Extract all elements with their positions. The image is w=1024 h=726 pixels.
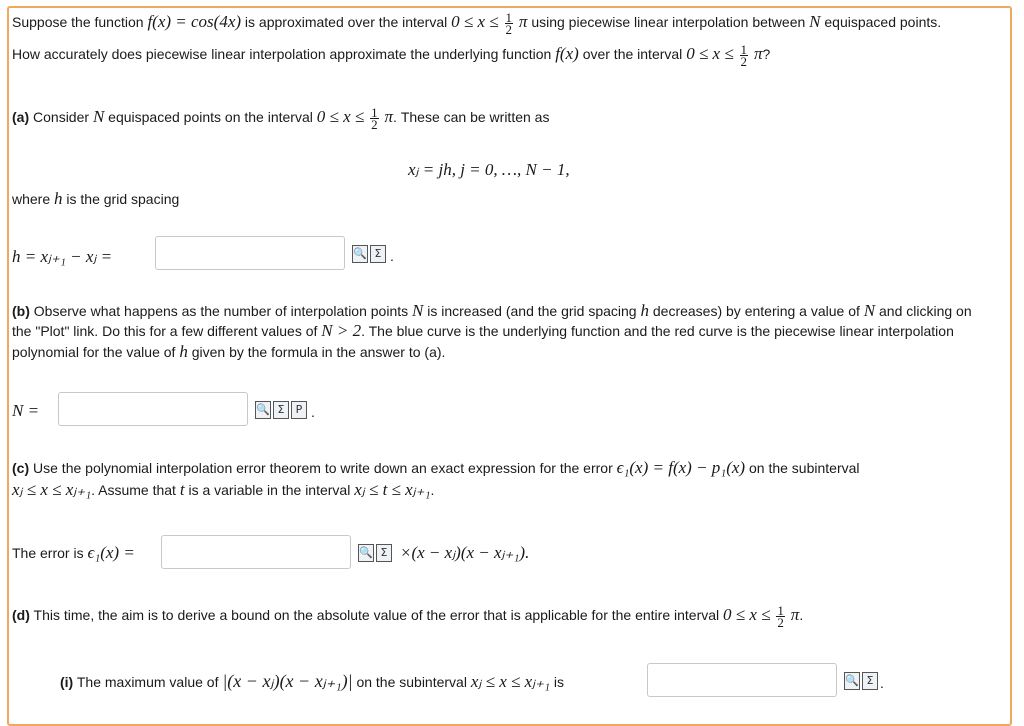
error-answer-input[interactable] xyxy=(161,535,351,569)
h-formula-label: h = xⱼ₊₁ − xⱼ = xyxy=(12,247,113,266)
part-d-i-text: (i) The maximum value of |(x − xⱼ)(x − xⱼ₊₁)| on the subinterval xⱼ ≤ x ≤ xⱼ₊₁ is xyxy=(60,671,564,691)
preview-icon[interactable]: 🔍 xyxy=(358,544,374,562)
sigma-icon[interactable]: Σ xyxy=(376,544,392,562)
plot-icon[interactable]: P xyxy=(291,401,307,419)
intro-line-2: How accurately does piecewise linear interpolation approximate the underlying function f(x) over the interval 0 ≤ x ≤ $\frac{1}{2}$ π? xyxy=(12,42,771,69)
part-d-text: (d) This time, the aim is to derive a bound on the absolute value of the error that is applicable for the entire interval 0 ≤ x ≤ $\frac{1}{2}$ π. xyxy=(12,603,804,630)
n-label: N = xyxy=(12,401,40,420)
where-text: where h is the grid spacing xyxy=(12,189,180,208)
h-answer-input[interactable] xyxy=(155,236,345,270)
intro-line-1: Suppose the function f(x) = cos(4x) is approximated over the interval 0 ≤ x ≤ $\frac{1}{2}$ π using piecewise linear interpolation between N equispaced points. xyxy=(12,10,942,37)
preview-icon[interactable]: 🔍 xyxy=(255,401,271,419)
preview-icon[interactable]: 🔍 xyxy=(844,672,860,690)
sigma-icon[interactable]: Σ xyxy=(273,401,289,419)
max-value-input[interactable] xyxy=(647,663,837,697)
n-answer-input[interactable] xyxy=(58,392,248,426)
part-c-line-2: xⱼ ≤ x ≤ xⱼ₊₁. Assume that t is a variable in the interval xⱼ ≤ t ≤ xⱼ₊₁. xyxy=(12,480,435,499)
part-b-line-1: (b) Observe what happens as the number of interpolation points N is increased (and the grid spacing h decreases) by entering a value of N and clicking on xyxy=(12,301,972,320)
sigma-icon[interactable]: Σ xyxy=(370,245,386,263)
preview-icon[interactable]: 🔍 xyxy=(352,245,368,263)
error-label: The error is ϵ₁(x) = xyxy=(12,543,135,562)
part-a-text: (a) Consider N equispaced points on the interval 0 ≤ x ≤ $\frac{1}{2}$ π. These can be written as xyxy=(12,105,550,132)
part-c-line-1: (c) Use the polynomial interpolation error theorem to write down an exact expression for the error ϵ₁(x) = f(x) − p₁(x) on the subinterval xyxy=(12,458,860,477)
part-b-line-2: the "Plot" link. Do this for a few different values of N > 2. The blue curve is the underlying function and the red curve is the piecewise linear interpolation xyxy=(12,321,954,340)
grid-formula: xⱼ = jh, j = 0, …, N − 1, xyxy=(408,160,570,179)
error-tail: ×(x − xⱼ)(x − xⱼ₊₁). xyxy=(400,543,530,562)
part-b-line-3: polynomial for the value of h given by the formula in the answer to (a). xyxy=(12,342,446,361)
sigma-icon[interactable]: Σ xyxy=(862,672,878,690)
